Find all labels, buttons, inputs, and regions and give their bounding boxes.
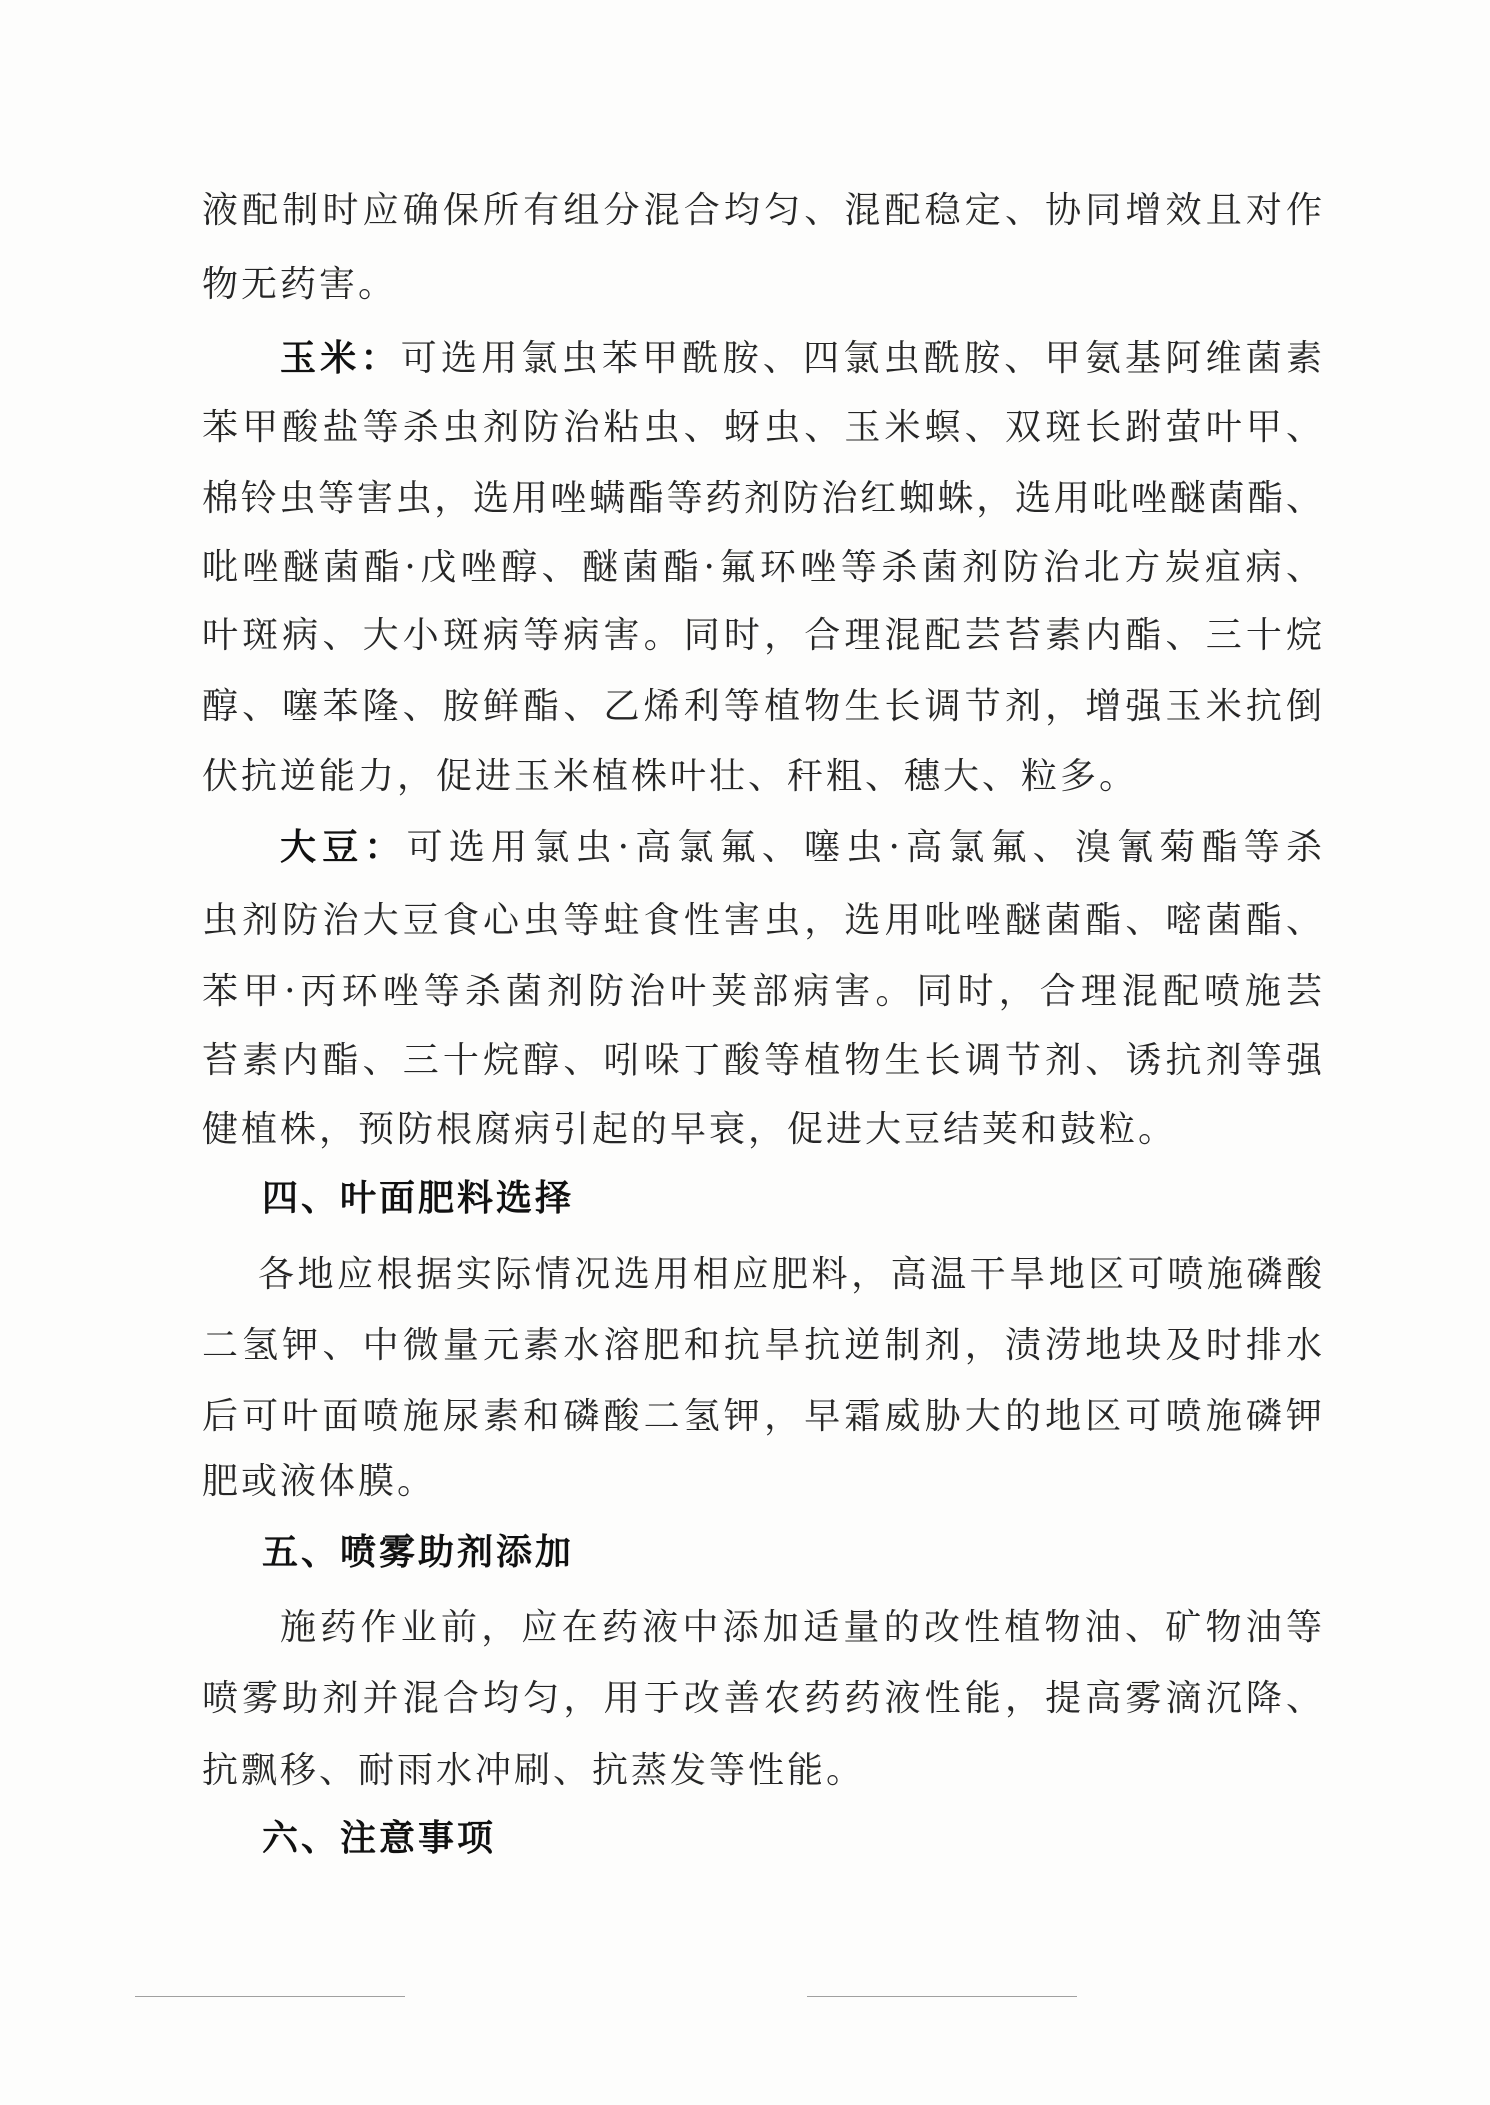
foliar-fertilizer-line: 各地应根据实际情况选用相应肥料，高温干旱地区可喷施磷酸 — [258, 1254, 1322, 1295]
spray-adjuvant-line: 施药作业前，应在药液中添加适量的改性植物油、矿物油等 — [280, 1607, 1322, 1648]
soybean-line: 虫剂防治大豆食心虫等蛀食性害虫，选用吡唑醚菌酯、嘧菌酯、 — [202, 900, 1322, 941]
soybean-line: 苔素内酯、三十烷醇、吲哚丁酸等植物生长调节剂、诱抗剂等强 — [202, 1040, 1322, 1081]
soybean-line-text: 可选用氯虫·高氯氟、噻虫·高氯氟、溴氰菊酯等杀 — [406, 827, 1322, 868]
corn-line: 棉铃虫等害虫，选用唑螨酯等药剂防治红蜘蛛，选用吡唑醚菌酯、 — [202, 478, 1322, 519]
soybean-line: 苯甲·丙环唑等杀菌剂防治叶荚部病害。同时，合理混配喷施芸 — [202, 971, 1322, 1012]
corn-line: 吡唑醚菌酯·戊唑醇、醚菌酯·氟环唑等杀菌剂防治北方炭疽病、 — [202, 547, 1322, 588]
foliar-fertilizer-line: 二氢钾、中微量元素水溶肥和抗旱抗逆制剂，渍涝地块及时排水 — [202, 1325, 1322, 1366]
spray-adjuvant-line: 抗飘移、耐雨水冲刷、抗蒸发等性能。 — [202, 1750, 866, 1791]
footer-rule-right — [807, 1996, 1077, 1997]
intro-line: 液配制时应确保所有组分混合均匀、混配稳定、协同增效且对作 — [202, 190, 1322, 231]
section-heading-foliar-fertilizer: 四、叶面肥料选择 — [262, 1178, 575, 1219]
corn-line: 叶斑病、大小斑病等病害。同时，合理混配芸苔素内酯、三十烷 — [202, 615, 1322, 656]
corn-line-text: 可选用氯虫苯甲酰胺、四氯虫酰胺、甲氨基阿维菌素 — [400, 338, 1322, 379]
corn-line: 苯甲酸盐等杀虫剂防治粘虫、蚜虫、玉米螟、双斑长跗萤叶甲、 — [202, 407, 1322, 448]
footer-rule-left — [135, 1996, 405, 1997]
foliar-fertilizer-line: 后可叶面喷施尿素和磷酸二氢钾，早霜威胁大的地区可喷施磷钾 — [202, 1396, 1322, 1437]
corn-line: 醇、噻苯隆、胺鲜酯、乙烯利等植物生长调节剂，增强玉米抗倒 — [202, 686, 1322, 727]
soybean-line: 健植株，预防根腐病引起的早衰，促进大豆结荚和鼓粒。 — [202, 1109, 1178, 1150]
soybean-label: 大豆： — [280, 826, 407, 868]
soybean-paragraph-first-line — [280, 823, 1322, 871]
spray-adjuvant-line: 喷雾助剂并混合均匀，用于改善农药药液性能，提高雾滴沉降、 — [202, 1678, 1322, 1719]
foliar-fertilizer-line: 肥或液体膜。 — [202, 1461, 437, 1502]
corn-line: 伏抗逆能力，促进玉米植株叶壮、秆粗、穗大、粒多。 — [202, 756, 1139, 797]
section-heading-spray-adjuvant: 五、喷雾助剂添加 — [262, 1532, 575, 1573]
intro-line: 物无药害。 — [202, 264, 398, 305]
section-heading-precautions: 六、注意事项 — [262, 1818, 497, 1859]
corn-paragraph-first-line — [280, 334, 1322, 382]
corn-label: 玉米： — [280, 337, 401, 379]
